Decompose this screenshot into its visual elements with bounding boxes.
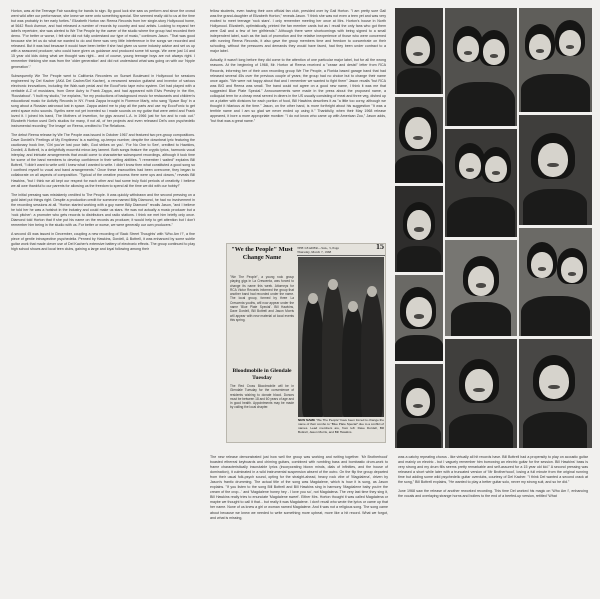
clipping-subheadline: Bloodmobile in Glendale Tuesday	[232, 368, 292, 381]
paragraph: Horton, was at the Teenage Fair scouting for bands to sign. By good luck she saw us perform and since the crowd went wild after our performance, she knew we were onto something special. She seemed really old to us at the time but was probably in her early forties." Elizabeth Horton ran Reena Records from her single-story Hollywood home, at 5642 Rock Avenue, and had released a number of records by country and soul artists. Looking to expand her label's repertoire, she was alerted to We The People by the owner of the studio where the group had recorded their demo. "For better or worse, I felt she did not fully understand our type of music," continues Jason. "That was good because she let us do what we wanted to do and there was very little interference in the songs we recorded and released. But it was bad because it would have been better if she had given us some industry advice and set us up with a seasoned producer, who could have given us guidance and produced some hit songs. We were just 14 and 15 year old kids doing what we thought was right... and of course, young teenage boys are not always right. I remember thinking she was from the 'older generation' and did not understand what was going on with our 'hippie generation'."	[11, 9, 195, 69]
paragraph: The new release demonstrated just how well the group was working and writing together. 'Mr Brotherhood' boasted ethereal keyboards and chiming guitars, combined with rumbling bass and bombastic drum-work to frame characteristically inscrutable lyrics (incorporating blown minds, dials of infinities, and the house of domination), it culminated in a wild instrumental suspension absent of the outro. On the flip the group departed from their usual folk-psych sound, opting for the straight-ahead, heavy rock vibe of 'Magdalena', driven by Jason's frantic drumming. The actual title of the song was Magdalene, which is how it is sung, as Jason explains. "If you listen to the song Bill Bottrell and Bill Hawkins sing in harmony 'Magdalene baby you're the cream of the crop...' and 'Magdalene honey hey - I love you so', not Magdalena. The very last time they sing it, Bill Hawkins really tries to enunciate 'Magdalene sweet'. Either Mrs. Horton thought it was called Magdalena or maybe we thought to call it that... but really it was Magdalene. I don't recall who wrote the lyrics or came up that her name. None of us knew a girl or woman named Magdalene. And it was not a religious song. The song came about because we knew we needed to write something more upbeat, more like a hit record. What we forgot, and what is missing,	[210, 455, 388, 520]
caption-text: "We The People" have been forced to change the name of their combo to "Blue Plate Special" due to a conflict of names. Lead members are, from left: Dave Dordell, Bill Bottrell, Jason Morris, and Bill Hawkins.	[298, 418, 384, 434]
photo-booth-frame	[519, 228, 592, 336]
paragraph: The initial pressing was mistakenly credited to The People. It was quickly withdrawn and the second pressing on a gold label put things right. Despite a production credit for someone named Billy Diamond, he had no involvement in the recording sessions at all. "Horton started working with a guy name Billy Diamond" recalls Jason, "and I believe he told her he was a hotshot in the industry and could make us stars. He was not actually a music producer but a 'rock pitcher': a promoter who gets records to distributors and radio stations. I think we met him briefly only once. Diamond told Horton that if she put his name on the records as producer, it would help to get attention but I don't remember him being in the studio with us. For better or worse, we were generally our own producers."	[11, 192, 195, 227]
clipping-headline: "We the People" Must Change Name	[231, 246, 293, 261]
photo-booth-frame	[445, 339, 517, 448]
masthead-title: THE LEADER—Sun., 3, Page	[297, 246, 340, 250]
page-number: 15	[376, 243, 384, 251]
clipping-story: "We The People", a young rock group playing gigs in La Crescenta, was forced to change its name this week. Attorneys for RCA Victor Records informed the group that another band had recorded under the name. The local group, formed by three La Crescenta youths, will now appear under the name 'Blue Plate Special'. Bill Hawkins, Dave Dordell, Bill Bottrell and Jason Morris will appear with new material at local events this spring.	[230, 275, 294, 322]
band-photo	[298, 257, 384, 417]
photo-booth-frame	[445, 129, 517, 237]
text-column-3	[210, 455, 388, 595]
masthead-date: Thursday, March 7, 1968	[297, 250, 332, 255]
photo-booth-frame	[519, 339, 592, 448]
paragraph: was a catchy repeating chorus - like virtually all hit records have. Bill Bottrell had a propensity to play on acoustic guitar and mainly on electric - but I vaguely remember him borrowing an electric guitar for the session. Bill Hawkins' bass is very strong and my drum fills seems pretty remarkable and self-assured for a 15 year old kid." A second pressing was released a short while later with a truncated version of 'Mr Brotherhood', losing a full minute from the original running time but adding some wild psychedelic guitar overdubs, courtesy of Del Kacher. "I think Del wanted a second crack at the song," Bill Bottrell explains, "He wanted to play a better guitar solo, never my strong suit, and so he did."	[398, 455, 588, 485]
clipping-masthead	[297, 243, 385, 256]
photo-booth-strips	[395, 8, 592, 448]
photo-booth-frame	[445, 240, 517, 336]
paragraph: The debut Reena release by We The People was issued in October 1967 and featured two pre-group compositions. Dave Dordell's 'Feelings of My Emptiness' is a swirling, up-tempo number, despite the downbeat lyric featuring the cautionary hook line, 'Girl you've lost your faith, God strikes on you'. 'For No One to See', credited to Hawkins, Dordell, & Bottrell, is a delightfully mournful minor-key lament. Both songs feature the cryptic lyrics, harmonic vocal interplay, and intricate arrangements that would come to characterise subsequent recordings, although it took time for some of the band members to develop confidence in their writing abilities. "I remember I waited" explains Bill Bottrell, "I didn't want to write until I knew what I wanted to write. I didn't know then what constituted a good song so I confined myself to vocal and band arrangements." Once these insecurities had been overcome, they began to collaborate on all aspects of composition. "Typical of the creative process there were ups and downs," reveals Bill Hawkins, "but I think we all kept our respect for each other and had some truly fluid periods of creativity. I believe we all owe thankful to our parents for allowing us the freedom to spend all the time we did with our hobby!"	[11, 133, 195, 188]
caption-lead: NEW NAME	[298, 418, 316, 422]
photo-booth-frame	[395, 8, 443, 94]
paragraph: fellow students, even having their own official fan club, presided over by Gail Horton. "I am pretty sure Gail was the grand-daughter of Elizabeth Horton," reveals Jason. "I think she was not even a teen yet and was very excited to meet teenage 'rock stars'. I only remember meeting her once at Mrs. Horton's house in North Hollywood. Elizabeth, optimistically, printed the fan member cards but as I recall the only fans who got them were Gail and a few of her girlfriends." Although there were shortcomings with being signed to a small independent label, such as the lack of promotion and the relative inexperience of those who were concerned with running Reena Records, it also gave the group members time and freedom to concentrate on their schooling, without the pressures and demands they would have faced, had they been under contract to a major label.	[210, 9, 386, 54]
photo-booth-frame	[395, 97, 443, 183]
photo-booth-frame	[395, 364, 443, 448]
text-column-2	[210, 9, 386, 234]
clipping-caption	[298, 418, 384, 442]
photo-booth-frame	[395, 186, 443, 272]
photo-booth-frame	[519, 115, 592, 225]
paragraph: A second 45 was issued in December, coupling a new recording of 'Back Street Thoughts' with 'Who Am I?', a fine piece of gentle introspective psychedelia. Penned by Hawkins, Dordell, & Bottrell, it was enhanced by some subtle guitar work that made clever use of Del Kacher's extensive battery of electronic effects. The group continued to play high school shows and local teen clubs, gaining a large and loyal following among their	[11, 231, 195, 252]
paragraph: Subsequently We The People went to California Recorders on Sunset Boulevard in Hollywood for sessions engineered by Del Kacher (AKA Del Cacher/Del Kacher), a renowned session guitarist and inventor of various electronic innovations, including the Wah-wah pedal and the EccoFonic tape echo system. Del had played with a veritable A-Z of musicians, from Gene Autry to Frank Zappa, and had appeared with Elvis Presley in the film, 'Roustabout'. "I built my studio," he explains, "for my productions of background music for restaurants and children's educational music for Activity Records in NY. Frank Zappa brought in Florence Marly, who sang 'Space Boy' in a song about a Russian astronaut lost in space. Zappa asked me to play all the parts and use my EccoFonic to get weird space echo sounds. Synths were not yet invented so I made sounds on my guitar that were weird and Frank loved it. I joined his band, The Mothers of Invention, for gigs around L.A. in 1966 just for fun and to rock out." Elizabeth Horton used Del's studios for many, if not all, of her projects and even released Del's own psychedelic instrumental recording 'The Image' on Reena, credited to The Relations.	[11, 73, 195, 129]
text-column-1	[11, 9, 195, 594]
photo-booth-frame	[395, 275, 443, 361]
newspaper-clipping	[226, 243, 386, 443]
photo-booth-frame	[519, 8, 592, 112]
paragraph: Actually, it wasn't long before they did come to the attention of one particular major label, but for all the wrong reasons. At the beginning of 1968, Mr. Horton at Reena received a "cease and desist" letter from RCA Records, informing her of their own recording group We The People, a Florida based garage band that had released several 45s over the previous couple of years; the group had no choice but to change their name once again. "We were not happy about that and I remember we wanted to fight them" Jason recalls "but RCA was BIG and Reena was small. The band could not agree on a good new name, I think it was me that suggested Blue Plate Special." Announcements were made in the press about the proposed name, a colloquial term for a cheap meal served in diners in the US usually consisting of meat and three veg, dished up on a platter with divisions for each portion of food, Bill Hawkins describes it as "a little too corny, although we thought it hilarious at the time." Jason, on the other hand, is more forthright about his suggestion "It was a terrible name and I am so glad we never ended up using it." Thankfully, when their May 1968 release appeared, it bore a more appropriate moniker. "I do not know who came up with American Zoo," Jason adds, "but that was a great name."	[210, 58, 386, 123]
paragraph: June 1968 saw the release of another reworked recording. This time Del worked his magic on 'Who Am I', enhancing the vocals and overlaying strange horns and boilers to the end of a beefed-up version, retitled 'What	[398, 489, 588, 499]
photo-booth-frame	[445, 8, 517, 126]
clipping-story-2: The Red Cross Bloodmobile will be in Glendale Tuesday for the convenience of residents wishing to donate blood. Donors must be between 18 and 60 years of age and in good health. Appointments may be made by calling the local chapter.	[230, 384, 294, 410]
text-column-4	[398, 455, 588, 595]
